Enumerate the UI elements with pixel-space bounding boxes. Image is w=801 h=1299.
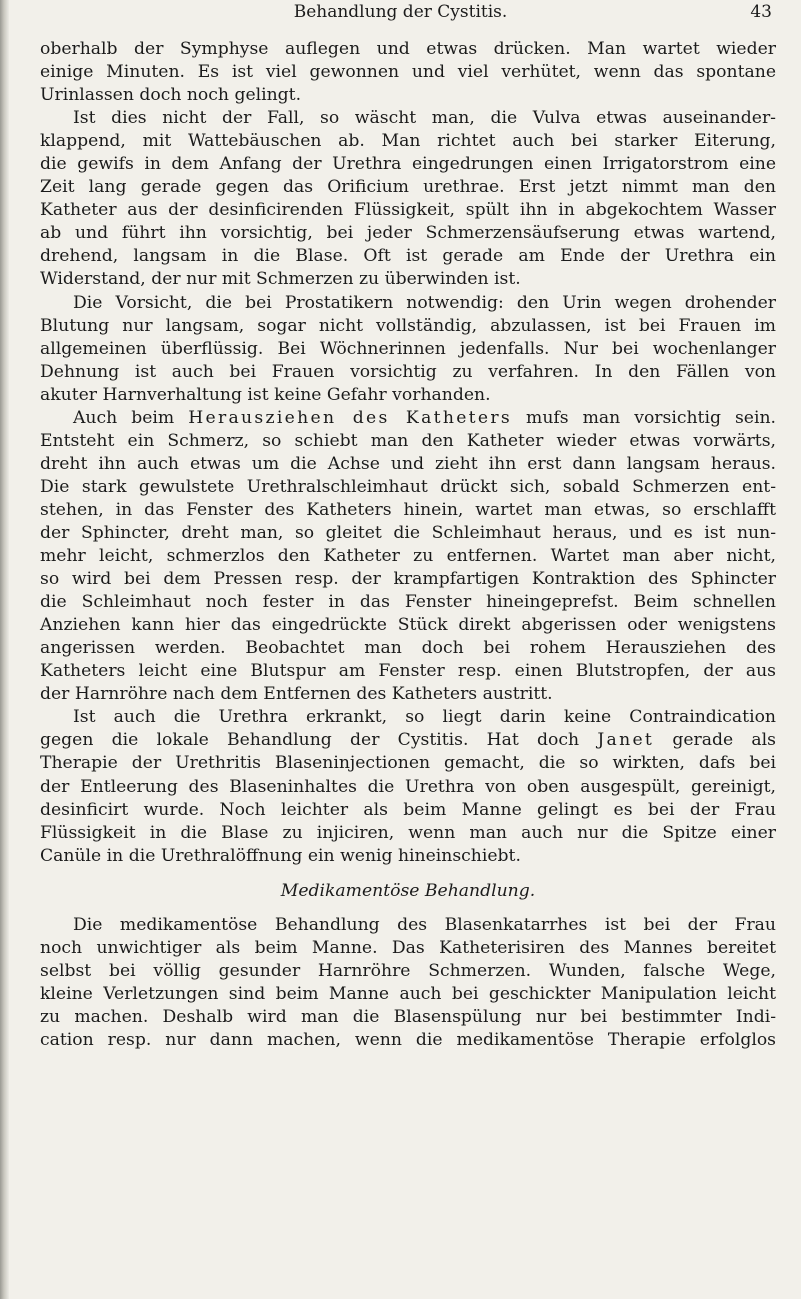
text-line: Flüssigkeit in die Blase zu injiciren, wenn man auch nur die Spitze einer xyxy=(40,822,776,843)
text-line: oberhalb der Symphyse auflegen und etwas drücken. Man wartet wieder xyxy=(40,39,776,59)
author-name-spaced: Janet xyxy=(597,730,655,751)
text-line: Entsteht ein Schmerz, so schiebt man den Katheter wieder etwas vorwärts, xyxy=(40,430,776,451)
spaced-emphasis: Herausziehen des Katheters xyxy=(188,407,512,428)
text-line: Widerstand, der nur mit Schmerzen zu überwinden ist. xyxy=(40,269,521,290)
text-line: Katheters leicht eine Blutspur am Fenster resp. einen Blutstropfen, der aus xyxy=(40,661,776,682)
text-line: der Harnröhre nach dem Entfernen des Katheters austritt. xyxy=(40,684,553,705)
text-line xyxy=(40,729,776,752)
text-line: ab und führt ihn vorsichtig, bei jeder Schmerzensäufserung etwas wartend, xyxy=(40,223,776,244)
text-line: der Entleerung des Blaseninhaltes die Urethra von oben ausgespült, gereinigt, xyxy=(40,776,776,797)
body-text xyxy=(40,38,776,1052)
text-line: Die Vorsicht, die bei Prostatikern notwendig: den Urin wegen drohender xyxy=(73,292,776,313)
running-head xyxy=(0,2,801,26)
text-run: mufs man vorsichtig sein. xyxy=(511,407,776,428)
text-line: allgemeinen überflüssig. Bei Wöchnerinnen jedenfalls. Nur bei wochenlanger xyxy=(40,338,776,359)
text-line: angerissen werden. Beobachtet man doch bei rohem Herausziehen des xyxy=(40,638,776,659)
text-line: noch unwichtiger als beim Manne. Das Katheterisiren des Mannes bereitet xyxy=(40,937,776,958)
paragraph xyxy=(40,107,776,291)
text-line: Katheter aus der desinficirenden Flüssigkeit, spült ihn in abgekochtem Wasser xyxy=(40,200,776,221)
text-line: die Schleimhaut noch fester in das Fenster hineingeprefst. Beim schnellen xyxy=(40,592,776,613)
text-line: drehend, langsam in die Blase. Oft ist gerade am Ende der Urethra ein xyxy=(40,246,776,267)
text-line: Urinlassen doch noch gelingt. xyxy=(40,85,302,106)
text-line: akuter Harnverhaltung ist keine Gefahr vorhanden. xyxy=(40,384,491,405)
page-number: 43 xyxy=(750,2,772,22)
section-heading: Medikamentöse Behandlung. xyxy=(280,880,536,901)
text-run: Auch beim xyxy=(73,407,189,428)
text-line: mehr leicht, schmerzlos den Katheter zu entfernen. Wartet man aber nicht, xyxy=(40,546,776,567)
text-line: zu machen. Deshalb wird man die Blasenspülung nur bei bestimmter Indi- xyxy=(40,1006,776,1027)
text-line: cation resp. nur dann machen, wenn die medikamentöse Therapie erfolglos xyxy=(40,1029,776,1050)
text-run: gerade als xyxy=(654,730,776,751)
paragraph xyxy=(40,292,776,407)
text-line: selbst bei völlig gesunder Harnröhre Schmerzen. Wunden, falsche Wege, xyxy=(40,960,776,981)
text-line: kleine Verletzungen sind beim Manne auch bei geschickter Manipulation leicht xyxy=(40,983,776,1004)
text-line: die gewifs in dem Anfang der Urethra eingedrungen einen Irrigatorstrom eine xyxy=(40,154,776,175)
text-line xyxy=(40,407,776,430)
text-line: Therapie der Urethritis Blaseninjectionen gemacht, die so wirkten, dafs bei xyxy=(40,753,776,774)
text-line: dreht ihn auch etwas um die Achse und zieht ihn erst dann langsam heraus. xyxy=(40,453,776,474)
text-line: desinficirt wurde. Noch leichter als beim Manne gelingt es bei der Frau xyxy=(40,799,776,820)
text-line: klappend, mit Wattebäuschen ab. Man richtet auch bei starker Eiterung, xyxy=(40,131,776,152)
text-line: Dehnung ist auch bei Frauen vorsichtig zu verfahren. In den Fällen von xyxy=(40,361,776,382)
paragraph-continuation xyxy=(40,38,776,107)
paragraph xyxy=(40,914,776,1052)
text-line: einige Minuten. Es ist viel gewonnen und viel verhütet, wenn das spontane xyxy=(40,62,776,83)
text-line: Die stark gewulstete Urethralschleimhaut drückt sich, sobald Schmerzen ent- xyxy=(40,476,776,497)
text-run: gegen die lokale Behandlung der Cystitis. Hat doch xyxy=(40,730,598,751)
text-line: so wird bei dem Pressen resp. der krampfartigen Kontraktion des Sphincter xyxy=(40,569,776,590)
text-line: Blutung nur langsam, sogar nicht vollständig, abzulassen, ist bei Frauen im xyxy=(40,315,776,336)
text-line: Anziehen kann hier das eingedrückte Stück direkt abgerissen oder wenigstens xyxy=(40,615,776,636)
text-line: Ist auch die Urethra erkrankt, so liegt darin keine Contraindication xyxy=(73,707,776,728)
paragraph xyxy=(40,706,776,867)
text-line: Canüle in die Urethralöffnung ein wenig hineinschiebt. xyxy=(40,845,521,866)
text-line: der Sphincter, dreht man, so gleitet die Schleimhaut heraus, und es ist nun- xyxy=(40,522,776,543)
running-title: Behandlung der Cystitis. xyxy=(293,2,508,22)
text-line: Ist dies nicht der Fall, so wäscht man, die Vulva etwas auseinander- xyxy=(73,108,776,129)
text-line: Die medikamentöse Behandlung des Blasenkatarrhes ist bei der Frau xyxy=(73,914,776,935)
text-line: Zeit lang gerade gegen das Orificium urethrae. Erst jetzt nimmt man den xyxy=(40,177,776,198)
text-line: stehen, in das Fenster des Katheters hinein, wartet man etwas, so erschlafft xyxy=(40,499,776,520)
paragraph xyxy=(40,407,776,707)
